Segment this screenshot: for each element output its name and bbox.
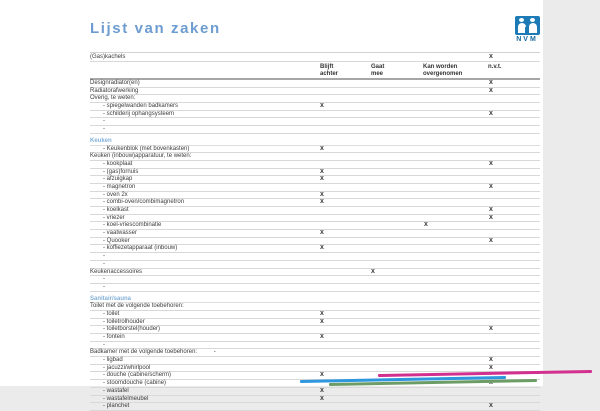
row-label: Keuken (inbouw)apparatuur, te weten: xyxy=(90,153,192,160)
table-row xyxy=(90,342,540,350)
x-mark: x xyxy=(489,182,493,190)
table-row xyxy=(90,388,540,396)
x-mark: x xyxy=(489,159,493,167)
row-label: - (gas)fornuis xyxy=(103,168,139,175)
section-heading xyxy=(90,138,540,146)
table-row xyxy=(90,319,540,327)
row-label: - koffiezetapparaat (inbouw) xyxy=(103,245,178,252)
row-label: - combi-oven/combimagnetron xyxy=(103,199,185,206)
table-row xyxy=(90,176,540,184)
row-label: - ligbad xyxy=(103,357,123,364)
table-row xyxy=(90,276,540,284)
row-label: - vriezer xyxy=(103,214,125,221)
column-header-kan-worden-overgenomen: Kan worden overgenomen xyxy=(423,64,463,77)
row-label: Radiatorafwerking xyxy=(90,87,139,94)
x-mark: x xyxy=(320,394,324,402)
row-label: - kookplaat xyxy=(103,160,133,167)
table-row xyxy=(90,261,540,269)
row-label: - magnetron xyxy=(103,183,136,190)
x-mark: x xyxy=(489,213,493,221)
row-label: - xyxy=(103,283,105,290)
row-label: - koel-vriescombinatie xyxy=(103,222,162,229)
table-row xyxy=(90,269,540,277)
row-label: - jacuzzi/whirlpool xyxy=(103,364,151,371)
table-row xyxy=(90,118,540,126)
table-row xyxy=(90,207,540,215)
table-row xyxy=(90,153,540,161)
table-row xyxy=(90,253,540,261)
table-rows xyxy=(90,80,540,411)
x-mark: x xyxy=(489,79,493,86)
row-label: - toilet xyxy=(103,310,120,317)
row-label: Keukenaccessoires xyxy=(90,268,143,275)
table-row xyxy=(90,230,540,238)
table-row xyxy=(90,161,540,169)
x-mark: x xyxy=(489,356,493,364)
table-row xyxy=(90,52,540,62)
row-label: - planchet xyxy=(103,403,130,410)
table-row xyxy=(90,222,540,230)
row-label: - xyxy=(103,126,105,133)
table-header xyxy=(90,62,540,80)
table-row xyxy=(90,103,540,111)
table-row xyxy=(90,311,540,319)
x-mark: x xyxy=(320,333,324,340)
page-title: Lijst van zaken xyxy=(90,20,221,37)
table-row xyxy=(90,403,540,411)
x-mark: x xyxy=(320,386,324,394)
table-row xyxy=(90,215,540,223)
table-row xyxy=(90,334,540,342)
row-label: - toiletborstel(houder) xyxy=(103,326,161,333)
section-heading xyxy=(90,296,540,304)
nvm-logo-icon xyxy=(515,16,540,35)
x-mark: x xyxy=(320,190,324,198)
x-mark: x xyxy=(424,221,428,229)
row-label: - spiegelwanden badkamers xyxy=(103,103,179,110)
row-label: (Gas)kachels xyxy=(90,54,126,60)
row-label: - xyxy=(103,276,105,283)
row-label: - xyxy=(103,253,105,260)
x-mark: x xyxy=(320,244,324,252)
row-label: - stoomdouche (cabine) xyxy=(103,380,167,387)
x-mark: x xyxy=(489,86,493,94)
x-mark: x xyxy=(371,267,375,275)
row-label: - oven 2x xyxy=(103,191,128,198)
x-mark: x xyxy=(489,402,493,410)
table-row xyxy=(90,349,540,357)
x-mark: x xyxy=(320,144,324,152)
row-label: - koelkast xyxy=(103,207,129,213)
column-header-gaat-mee: Gaat mee xyxy=(371,64,385,77)
x-mark: x xyxy=(489,363,493,371)
x-mark: x xyxy=(489,109,493,117)
table-row xyxy=(90,238,540,246)
row-label: Toilet met de volgende toebehoren: xyxy=(90,303,184,310)
table-row xyxy=(90,146,540,154)
x-mark: x xyxy=(320,102,324,110)
x-mark: x xyxy=(489,53,493,60)
row-label: Designradiator(en) xyxy=(90,80,140,86)
table-row xyxy=(90,126,540,134)
table-row xyxy=(90,357,540,365)
x-mark: x xyxy=(320,309,324,317)
table-row xyxy=(90,184,540,192)
x-mark: x xyxy=(320,198,324,206)
row-label: Overig, te weten: xyxy=(90,95,136,102)
column-header-nvt: n.v.t. xyxy=(488,64,502,70)
table-row xyxy=(90,80,540,88)
x-mark: x xyxy=(320,317,324,325)
row-label: - xyxy=(103,341,105,348)
row-label: - wastafel xyxy=(103,387,129,394)
table-row xyxy=(90,284,540,292)
row-label: Keuken xyxy=(90,137,112,144)
row-label: - wastafelmeubel xyxy=(103,395,149,402)
column-header-blijft-achter: Blijft achter xyxy=(320,64,339,77)
x-mark: x xyxy=(320,229,324,237)
row-label: - toiletrolhouder xyxy=(103,318,145,325)
row-label: - vaatwasser xyxy=(103,230,138,237)
table-row xyxy=(90,199,540,207)
nvm-logo xyxy=(513,16,541,43)
row-label: - Quooker xyxy=(103,237,130,244)
x-mark: x xyxy=(320,167,324,175)
table-row xyxy=(90,192,540,200)
table-row xyxy=(90,111,540,119)
items-table xyxy=(90,52,540,411)
row-label: - schilderij ophangsysteem xyxy=(103,110,175,117)
row-label: - fontein xyxy=(103,334,125,340)
nvm-logo-text: NVM xyxy=(516,36,538,43)
table-row xyxy=(90,88,540,96)
x-mark: x xyxy=(489,236,493,244)
table-row xyxy=(90,326,540,334)
table-row xyxy=(90,169,540,177)
row-label: - afzuigkap xyxy=(103,176,133,183)
x-mark: x xyxy=(320,371,324,379)
table-row xyxy=(90,396,540,404)
row-label: - douche (cabine/scherm) xyxy=(103,372,172,379)
table-row xyxy=(90,245,540,253)
table-row xyxy=(90,303,540,311)
row-label: Badkamer met de volgende toebehoren: - xyxy=(90,349,216,356)
x-mark: x xyxy=(489,206,493,213)
table-row xyxy=(90,95,540,103)
row-label: - Keukenblok (met bovenkasten) xyxy=(103,145,190,152)
row-label: - xyxy=(103,260,105,267)
row-label: Sanitair/sauna xyxy=(90,295,132,302)
x-mark: x xyxy=(320,175,324,183)
x-mark: x xyxy=(489,325,493,333)
row-label: - xyxy=(103,118,105,125)
